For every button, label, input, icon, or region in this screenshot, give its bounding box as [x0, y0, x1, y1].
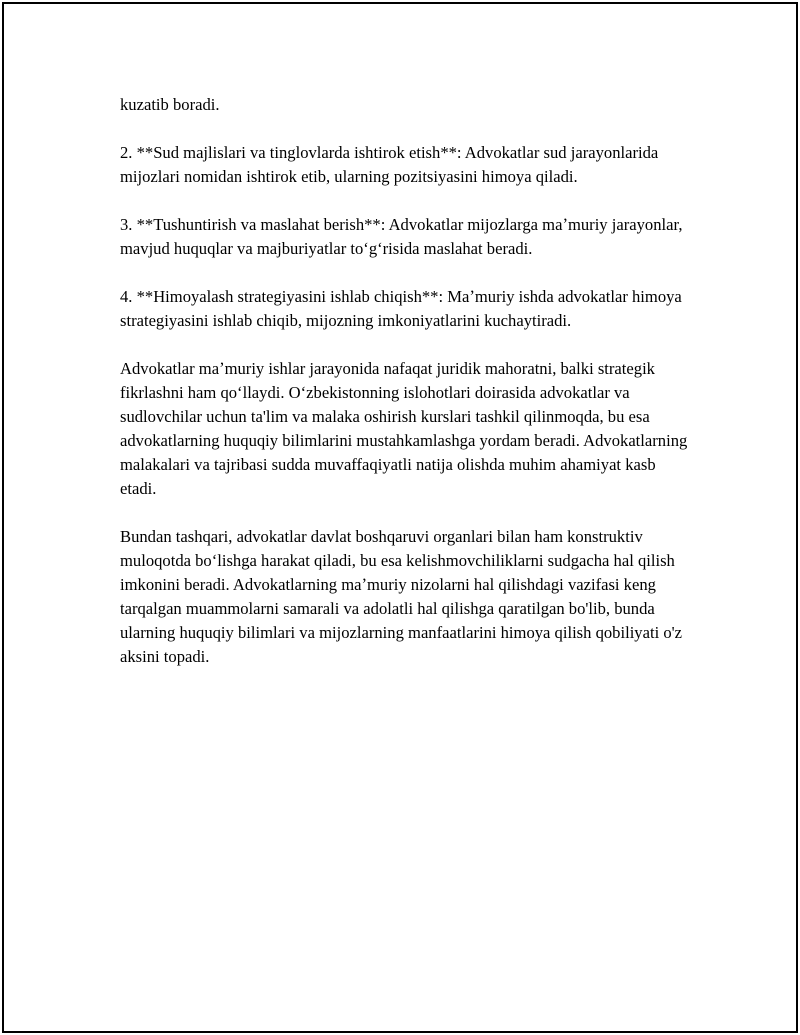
- paragraph-continuation: kuzatib boradi.: [120, 95, 220, 114]
- document-page: [2, 2, 798, 1033]
- paragraph-advokatlar: Advokatlar maʼmuriy ishlar jarayonida nafaqat juridik mahoratni, balki strategik fikrlashni ham qoʻllaydi. Oʻzbekistonning islohotlari doirasida advokatlar va sudlovchilar uchun ta'lim va malaka oshirish kurslari tashkil qilinmoqda, bu esa advokatlarning huquqiy bilimlarini mustahkamlashga yordam beradi. Advokatlarning malakalari va tajribasi sudda muvaffaqiyatli natija olishda muhim ahamiyat kasb etadi.: [120, 359, 688, 498]
- list-item-2: 2. **Sud majlislari va tinglovlarda ishtirok etish**: Advokatlar sud jarayonlarida mijozlari nomidan ishtirok etib, ularning pozitsiyasini himoya qiladi.: [120, 143, 659, 186]
- list-item-4: 4. **Himoyalash strategiyasini ishlab chiqish**: Maʼmuriy ishda advokatlar himoya strategiyasini ishlab chiqib, mijozning imkoniyatlarini kuchaytiradi.: [120, 287, 682, 330]
- document-body: [120, 93, 690, 693]
- list-item-3: 3. **Tushuntirish va maslahat berish**: Advokatlar mijozlarga maʼmuriy jarayonlar, mavjud huquqlar va majburiyatlar toʻgʻrisida maslahat beradi.: [120, 215, 683, 258]
- paragraph-bundan-tashqari: Bundan tashqari, advokatlar davlat boshqaruvi organlari bilan ham konstruktiv muloqotda boʻlishga harakat qiladi, bu esa kelishmovchiliklarni sudgacha hal qilish imkonini beradi. Advokatlarning maʼmuriy nizolarni hal qilishdagi vazifasi keng tarqalgan muammolarni samarali va adolatli hal qilishga qaratilgan bo'lib, bunda ularning huquqiy bilimlari va mijozlarning manfaatlarini himoya qilish qobiliyati o'z aksini topadi.: [120, 527, 682, 666]
